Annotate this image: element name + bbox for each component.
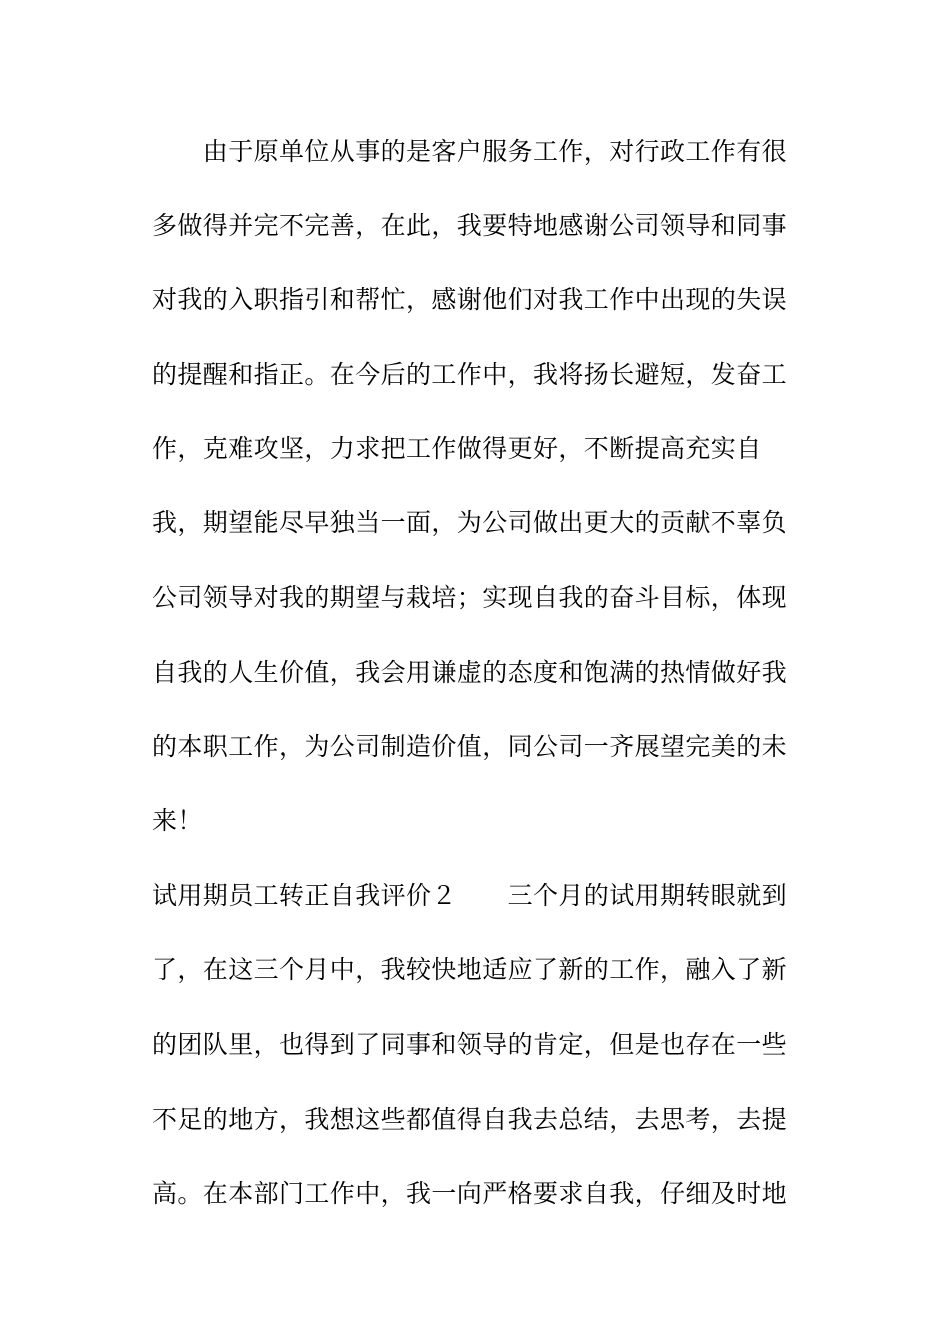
text-line: 自我的人生价值，我会用谦虚的态度和饱满的热情做好我 — [152, 658, 788, 687]
text-line: 的本职工作，为公司制造价值，同公司一齐展望完美的未 — [152, 732, 788, 761]
text-line: 多做得并完不完善，在此，我要特地感谢公司领导和同事 — [152, 211, 788, 240]
text-line: 对我的入职指引和帮忙，感谢他们对我工作中出现的失误 — [152, 285, 788, 314]
text-line: 由于原单位从事的是客户服务工作，对行政工作有很 — [152, 137, 788, 166]
text-line: 不足的地方，我想这些都值得自我去总结，去思考，去提 — [152, 1105, 788, 1134]
text-line: 我，期望能尽早独当一面，为公司做出更大的贡献不辜负 — [152, 508, 788, 537]
text-line: 作，克难攻坚，力求把工作做得更好，不断提高充实自 — [152, 434, 762, 463]
section-heading-line: 试用期员工转正自我评价２ 三个月的试用期转眼就到 — [152, 881, 788, 910]
text-line: 的提醒和指正。在今后的工作中，我将扬长避短，发奋工 — [152, 360, 788, 389]
text-line: 的团队里，也得到了同事和领导的肯定，但是也存在一些 — [152, 1030, 788, 1059]
text-line: 公司领导对我的期望与栽培；实现自我的奋斗目标，体现 — [152, 583, 788, 612]
text-line: 来！ — [152, 806, 203, 835]
text-line: 了，在这三个月中，我较快地适应了新的工作，融入了新 — [152, 955, 788, 984]
text-line: 高。在本部门工作中，我一向严格要求自我，仔细及时地 — [152, 1179, 788, 1208]
